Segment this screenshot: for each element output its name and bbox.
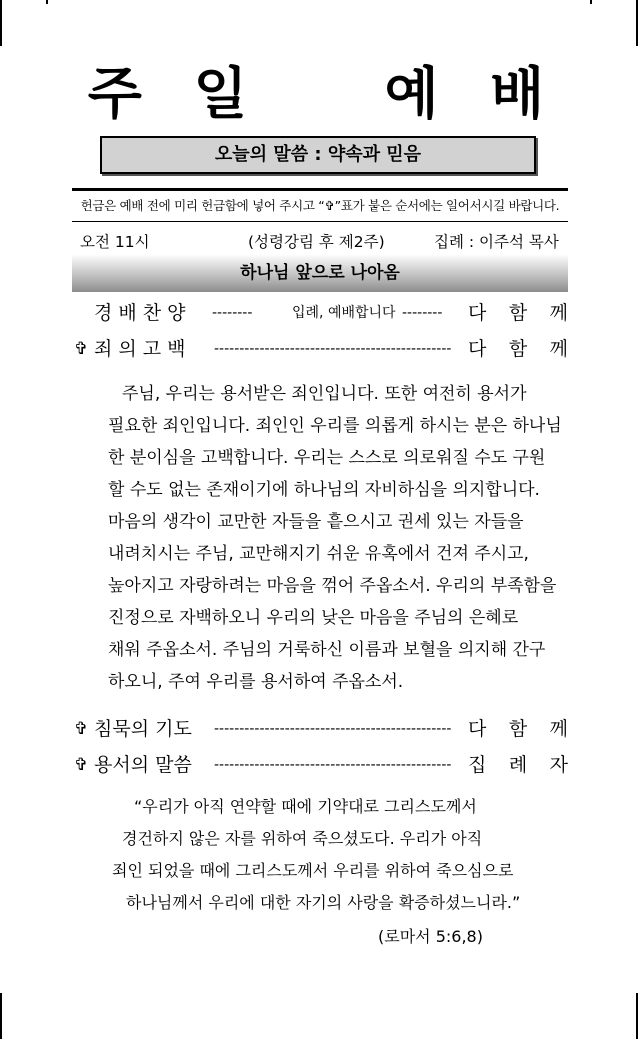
prayer-line: 필요한 죄인입니다. 죄인인 우리를 의롭게 하시는 분은 하나님 bbox=[108, 416, 562, 436]
title-char: 배 bbox=[490, 62, 551, 127]
divider bbox=[72, 221, 568, 222]
prayer-line: 높아지고 자랑하려는 마음을 꺾어 주옵소서. 우리의 부족함을 bbox=[108, 576, 557, 596]
service-time: 오전 11시 bbox=[80, 233, 150, 251]
prayer-line: 내려치시는 주님, 교만해지기 쉬운 유혹에서 건져 주시고, bbox=[108, 544, 529, 564]
verse-line: 하나님께서 우리에 대한 자기의 사랑을 확증하셨느니라.” bbox=[126, 893, 521, 912]
order-item-name: 경 배 찬 양 bbox=[94, 302, 186, 324]
verse-line: “우리가 아직 연약할 때에 기약대로 그리스도께서 bbox=[134, 797, 477, 816]
order-item-participant: 다 함 께 bbox=[468, 718, 568, 740]
order-item-participant: 집 례 자 bbox=[468, 754, 568, 776]
officiant: 집례 : 이주석 목사 bbox=[434, 233, 559, 251]
order-item-name: 용서의 말씀 bbox=[94, 754, 192, 776]
offering-notice: 헌금은 예배 전에 미리 헌금함에 넣어 주시고 “✞”표가 붙은 순서에는 일어서시길 바랍니다. bbox=[80, 198, 560, 213]
divider bbox=[72, 188, 568, 191]
prayer-line: 하오니, 주여 우리를 용서하여 주옵소서. bbox=[108, 672, 404, 692]
cross-icon: ✞ bbox=[74, 719, 89, 739]
title-char: 일 bbox=[193, 62, 254, 127]
prayer-line: 진정으로 자백하오니 우리의 낮은 마음을 주님의 은혜로 bbox=[108, 608, 519, 628]
order-item bbox=[72, 714, 568, 744]
liturgical-season: (성령강림 후 제2주) bbox=[248, 233, 385, 251]
order-item-leader: ----------------------------------------------- bbox=[214, 721, 452, 737]
sermon-theme-box: 오늘의 말씀 : 약속과 믿음 bbox=[100, 136, 536, 174]
crop-mark bbox=[46, 0, 48, 4]
order-item-note: 입례, 예배합니다 bbox=[292, 305, 396, 321]
verse-line: 죄인 되었을 때에 그리스도께서 우리를 위하여 죽으심으로 bbox=[112, 861, 514, 880]
cross-icon: ✞ bbox=[74, 339, 89, 359]
verse-reference: (로마서 5:6,8) bbox=[378, 927, 483, 946]
order-item-name: 침묵의 기도 bbox=[94, 718, 192, 740]
crop-mark bbox=[0, 993, 2, 1039]
order-item-participant: 다 함 께 bbox=[468, 338, 568, 360]
crop-mark bbox=[590, 0, 592, 4]
order-item-leader: ----------------------------------------------- bbox=[214, 757, 452, 773]
prayer-line: 주님, 우리는 용서받은 죄인입니다. 또한 여전히 용서가 bbox=[122, 384, 527, 404]
title-char: 주 bbox=[87, 62, 148, 127]
order-item bbox=[72, 750, 568, 780]
order-item-leader: -------- bbox=[402, 305, 443, 321]
prayer-line: 한 분이심을 고백합니다. 우리는 스스로 의로워질 수도 구원 bbox=[108, 448, 546, 468]
cross-icon: ✞ bbox=[74, 755, 89, 775]
prayer-line: 할 수도 없는 존재이기에 하나님의 자비하심을 의지합니다. bbox=[108, 480, 540, 500]
crop-mark bbox=[0, 0, 2, 46]
prayer-line: 채워 주옵소서. 주님의 거룩하신 이름과 보혈을 의지해 간구 bbox=[108, 640, 546, 660]
order-item-leader: ----------------------------------------------- bbox=[214, 341, 452, 357]
section-title: 하나님 앞으로 나아옴 bbox=[72, 254, 568, 292]
order-item bbox=[72, 298, 568, 328]
order-item-participant: 다 함 께 bbox=[468, 302, 568, 324]
title-char: 예 bbox=[384, 62, 445, 127]
order-item-name: 죄 의 고 백 bbox=[94, 338, 186, 360]
verse-line: 경건하지 않은 자를 위하여 죽으셨도다. 우리가 아직 bbox=[122, 829, 483, 848]
prayer-line: 마음의 생각이 교만한 자들을 흩으시고 권세 있는 자들을 bbox=[108, 512, 524, 532]
order-item-leader: -------- bbox=[212, 305, 253, 321]
order-item bbox=[72, 334, 568, 364]
page-title bbox=[0, 60, 638, 130]
